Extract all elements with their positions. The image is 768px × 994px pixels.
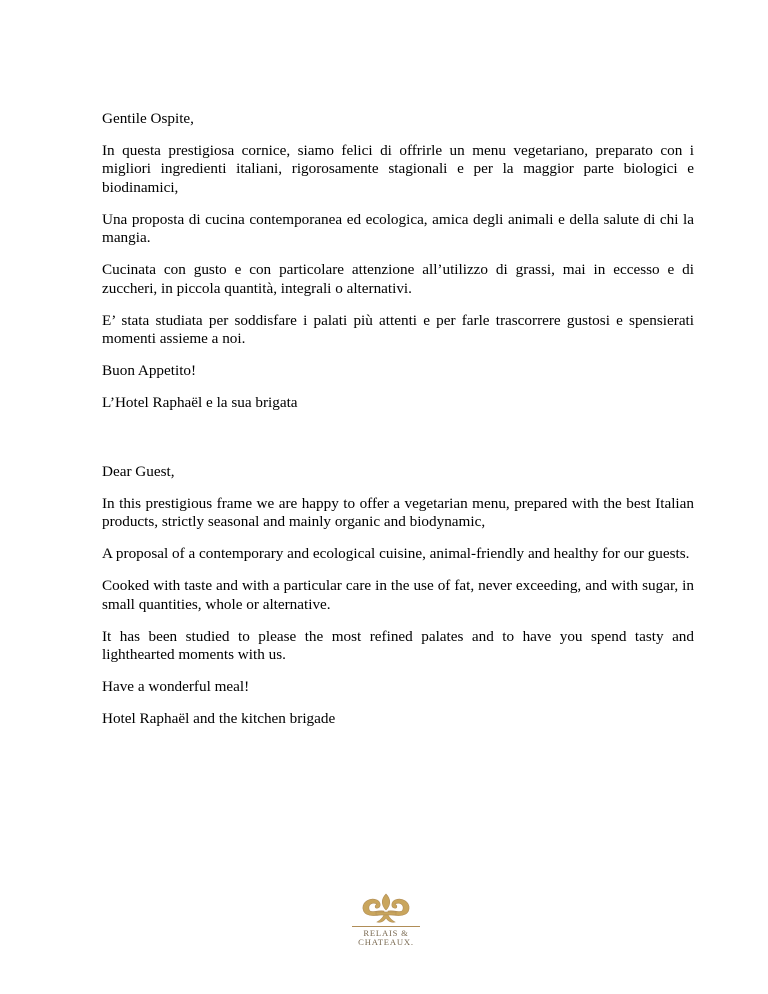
english-paragraph-1: In this prestigious frame we are happy to offer a vegetarian menu, prepared with the best Italian products, strictly seasonal and mainly organic and biodynamic, bbox=[102, 495, 694, 531]
italian-closing: Buon Appetito! bbox=[102, 362, 197, 380]
italian-paragraph-2: Una proposta di cucina contemporanea ed ecologica, amica degli animali e della salute di chi la mangia. bbox=[102, 210, 694, 247]
logo-line-1: RELAIS & bbox=[363, 928, 409, 938]
section-divider bbox=[102, 426, 694, 463]
letter-body bbox=[102, 110, 694, 742]
english-paragraph-2: A proposal of a contemporary and ecological cuisine, animal-friendly and healthy for our guests. bbox=[102, 545, 690, 563]
fleur-de-lis-icon bbox=[355, 893, 417, 925]
italian-greeting: Gentile Ospite, bbox=[102, 110, 194, 127]
english-greeting: Dear Guest, bbox=[102, 463, 175, 481]
italian-signature: L’Hotel Raphaël e la sua brigata bbox=[102, 394, 298, 412]
english-signature: Hotel Raphaël and the kitchen brigade bbox=[102, 710, 336, 728]
english-paragraph-4: It has been studied to please the most refined palates and to have you spend tasty and lighthearted moments with us. bbox=[102, 627, 694, 664]
logo-rule bbox=[352, 926, 420, 927]
italian-paragraph-4: E’ stata studiata per soddisfare i palati più attenti e per farle trascorrere gustosi e spensierati momenti assieme a noi. bbox=[102, 311, 694, 348]
logo-line-2: CHATEAUX. bbox=[358, 937, 414, 947]
english-paragraph-3: Cooked with taste and with a particular care in the use of fat, never exceeding, and with sugar, in small quantities, whole or alternative. bbox=[102, 577, 694, 613]
italian-paragraph-1: In questa prestigiosa cornice, siamo felici di offrirle un menu vegetariano, preparato con i migliori ingredienti italiani, rigorosamente stagionali e per la maggior parte biologici e biodinamici, bbox=[102, 142, 694, 196]
italian-paragraph-3: Cucinata con gusto e con particolare attenzione all’utilizzo di grassi, mai in eccesso e di zuccheri, in piccola quantità, integrali o alternativi. bbox=[102, 261, 694, 297]
english-closing: Have a wonderful meal! bbox=[102, 678, 250, 696]
relais-chateaux-logo bbox=[341, 893, 431, 963]
